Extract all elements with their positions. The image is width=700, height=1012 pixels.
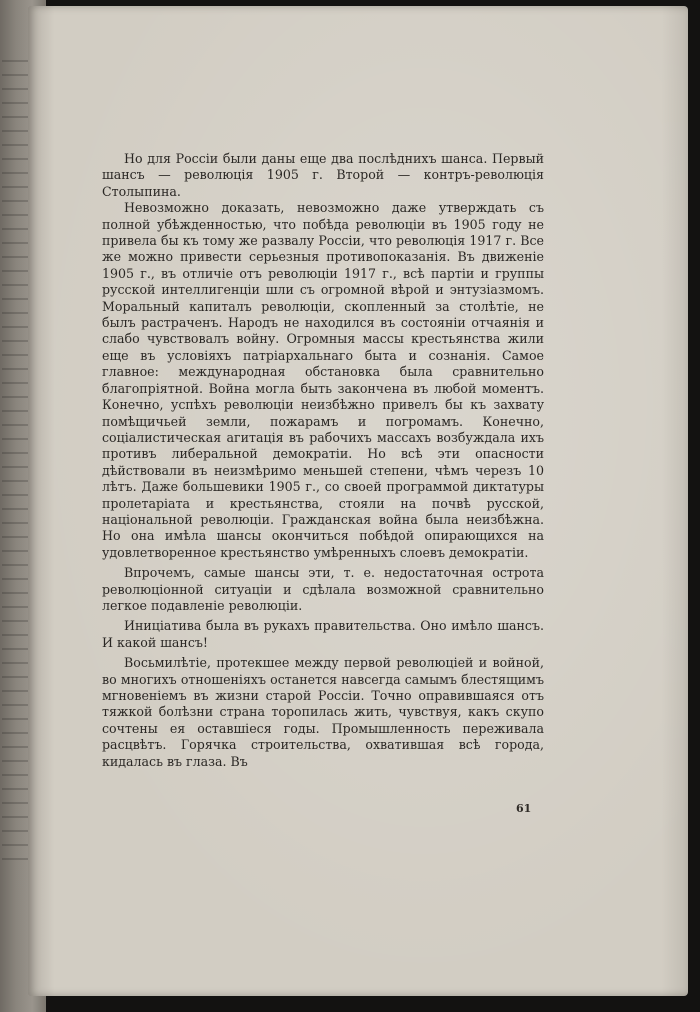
paragraph: Восьмилѣтіе, протекшее между первой революціей и войной, во многихъ отношеніяхъ останется навсегда самымъ блестящимъ мгновеніемъ въ жизни старой Россіи. Точно оправившаяся отъ тяжкой болѣзни страна торопилась жить, чувствуя, какъ скупо сочтены ея оставшіеся годы. Промышленность переживала расцвѣтъ. Горячка строительства, охватившая всѣ города, кидалась въ глаза. Въ <box>102 655 544 769</box>
adjacent-page-text-bleed <box>2 60 28 860</box>
page-number: 61 <box>516 802 532 815</box>
paragraph: Но для Россіи были даны еще два послѣднихъ шанса. Первый шансъ — революція 1905 г. Второй — контръ-революція Столыпина. <box>102 151 544 199</box>
paragraph: Невозможно доказать, невозможно даже утверждать съ полной убѣжденностью, что побѣда революціи въ 1905 году не привела бы къ тому же развалу Россіи, что революція 1917 г. Все же можно привести серьезныя противопоказанія. Въ движеніе 1905 г., въ отличіе отъ революціи 1917 г., всѣ партіи и группы русской интеллигенціи шли съ огромной вѣрой и энтузіазмомъ. Моральный капиталъ революціи, скопленный за столѣтіе, не былъ растраченъ. Народъ не находился въ состояніи отчаянія и слабо чувствовалъ войну. Огромныя массы крестьянства жили еще въ условіяхъ патріархальнаго быта и сознанія. Самое главное: международная обстановка была сравнительно благопріятной. Война могла быть закончена въ любой моментъ. Конечно, успѣхъ революціи неизбѣжно привелъ бы къ захвату помѣщичьей земли, пожарамъ и погромамъ. Конечно, соціалистическая агитація въ рабочихъ массахъ возбуждала ихъ противъ либеральной демократіи. Но всѣ эти опасности дѣйствовали въ неизмѣримо меньшей степени, чѣмъ черезъ 10 лѣтъ. Даже большевики 1905 г., со своей программой диктатуры пролетаріата и крестьянства, стояли на почвѣ русской, національной революціи. Гражданская война была неизбѣжна. Но она имѣла шансы окончиться побѣдой опирающихся на удовлетворенное крестьянство умѣренныхъ слоевъ демократіи. <box>102 200 544 560</box>
body-text <box>102 151 544 770</box>
paragraph: Впрочемъ, самые шансы эти, т. е. недостаточная острота революціонной ситуаціи и сдѣлала возможной сравнительно легкое подавленіе революціи. <box>102 565 544 613</box>
paragraph: Иниціатива была въ рукахъ правительства. Оно имѣло шансъ. И какой шансъ! <box>102 618 544 650</box>
